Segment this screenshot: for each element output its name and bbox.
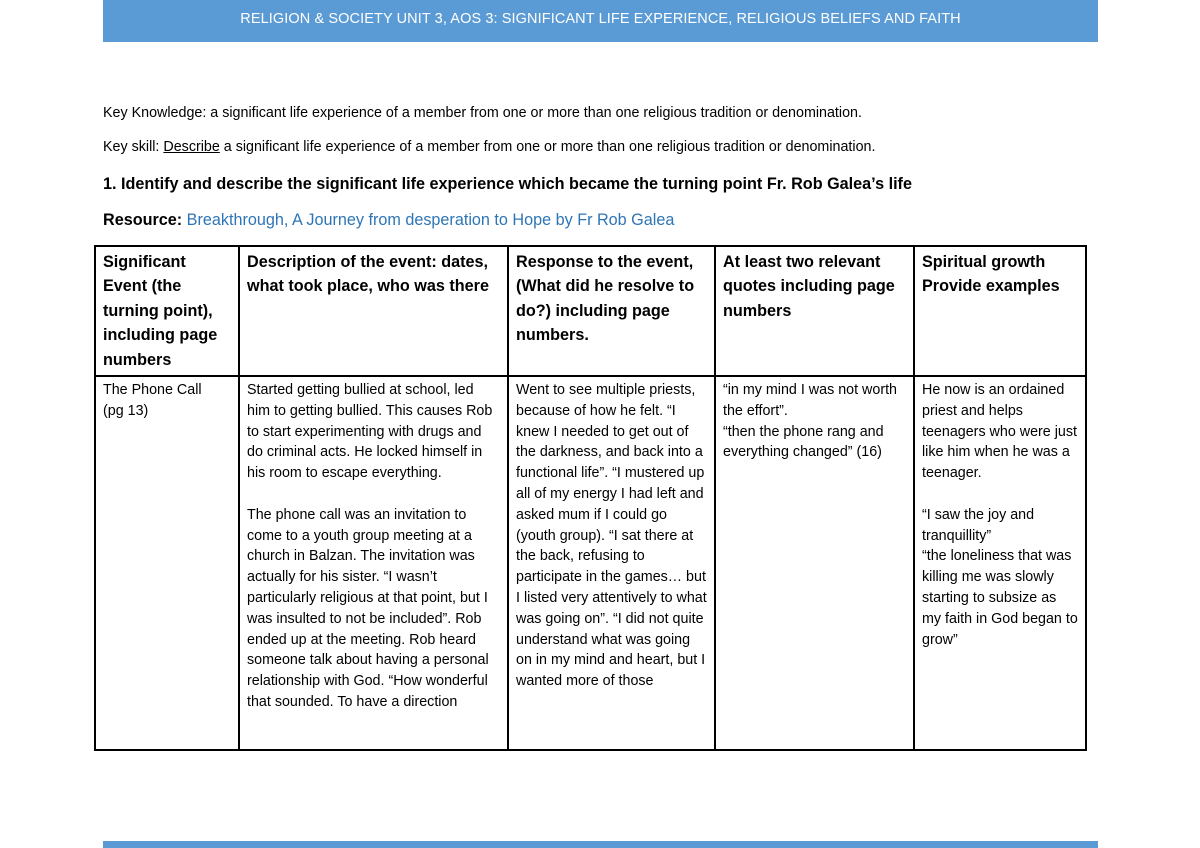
description-para-2: The phone call was an invitation to come to a youth group meeting at a church in Balzan. The invitation was actually for his sister. “I wasn’t particularly religious at that point, but I was insulted to not be included”. Rob ended up at the meeting. Rob heard someone talk about having a personal relationship with God. “How wonderful that sounded. To have a direction [247,506,489,710]
header-description: Description of the event: dates, what took place, who was there [239,246,508,376]
table-header-row [95,246,1086,376]
event-page: (pg 13) [103,402,149,419]
header-quotes: At least two relevant quotes including page numbers [715,246,914,376]
resource-line [103,211,674,230]
key-skill-prefix: Key skill: [103,139,164,155]
header-significant-event: Significant Event (the turning point), including page numbers [95,246,239,376]
quote-1: “in my mind I was not worth the effort”. [723,382,897,419]
growth-quote-2: “the loneliness that was killing me was slowly starting to subsize as my faith in God began to grow” [922,548,1078,648]
resource-label: Resource: [103,211,187,229]
growth-para-1: He now is an ordained priest and helps teenagers who were just like him when he was a teenager. [922,382,1077,482]
question-heading: 1. Identify and describe the significant life experience which became the turning point Fr. Rob Galea’s life [103,175,912,193]
key-skill-rest: a significant life experience of a member from one or more than one religious tradition or denomination. [219,139,876,155]
header-spiritual-growth: Spiritual growth Provide examples [914,246,1086,376]
header-response: Response to the event, (What did he resolve to do?) including page numbers. [508,246,715,376]
table-row [95,376,1086,750]
description-para-1: Started getting bullied at school, led him to getting bullied. This causes Rob to start experimenting with drugs and do criminal acts. He locked himself in his room to escape everything. [247,382,493,482]
response-text: Went to see multiple priests, because of how he felt. “I knew I needed to get out of the darkness, and back into a functional life”. “I mustered up all of my energy I had left and asked mum if I could go (youth group). “I sat there at the back, refusing to participate in the games… but I listed very attentively to what was going on”. “I did not quite understand what was going on in my mind and heart, but I wanted more of those [516,382,707,690]
document-title: RELIGION & SOCIETY UNIT 3, AOS 3: SIGNIFICANT LIFE EXPERIENCE, RELIGIOUS BELIEFS AND FAITH [240,11,961,27]
key-skill-verb: Describe [163,139,220,155]
key-knowledge: Key Knowledge: a significant life experience of a member from one or more than one religious tradition or denomination. [103,105,862,121]
cell-event [95,376,239,750]
quote-2: “then the phone rang and everything changed” (16) [723,423,884,461]
cell-spiritual-growth [914,376,1086,750]
header-bar [103,0,1098,42]
cell-description [239,376,508,750]
key-skill [103,139,875,155]
cell-quotes [715,376,914,750]
event-name: The Phone Call [103,382,202,399]
resource-title: Breakthrough, A Journey from desperation to Hope by Fr Rob Galea [186,211,675,229]
cell-response [508,376,715,750]
experience-table [94,245,1087,751]
footer-bar [103,841,1098,848]
growth-quote-1: “I saw the joy and tranquillity” [922,506,1035,544]
